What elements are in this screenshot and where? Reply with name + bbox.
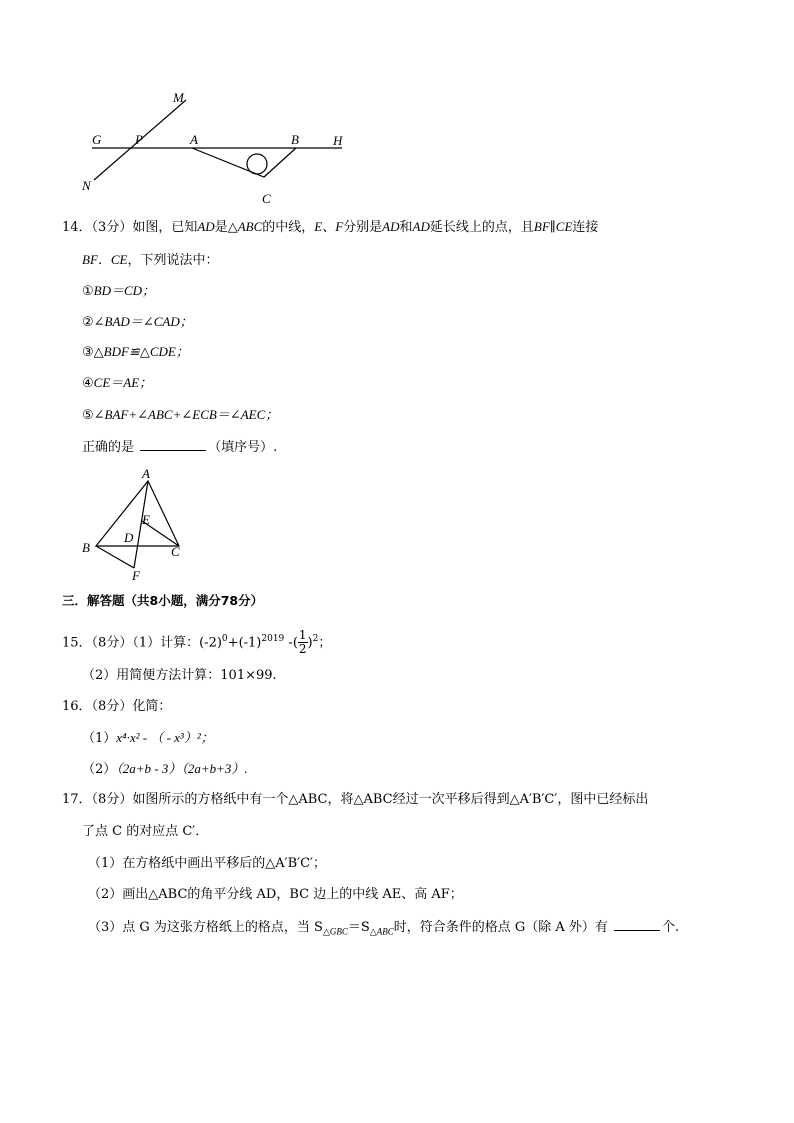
q17-part3-b: ＝S [347,920,370,935]
q17-part1: （1）在方格纸中画出平移后的△A′B′C′； [88,856,327,871]
q15-number: 15． [62,635,92,651]
label-N: N [82,178,91,193]
triangle-ABC [192,148,296,177]
q14-AD2: AD [382,219,400,234]
section-3-title: 三．解答题（共8小题，满分78分） [62,593,264,608]
label2-C: C [171,544,180,559]
label-A: A [190,132,198,147]
figure-triangle-median [78,464,190,584]
q14-text-f: 延长线上的点，且 [429,220,534,235]
q14-item-5-mark: ⑤ [82,408,94,423]
q16-line1 [62,698,171,716]
q14-line2 [82,251,219,270]
label2-E: E [142,512,150,527]
q14-answer-blank[interactable] [140,438,206,451]
q14-text-e: 和 [399,220,413,235]
q14-item-5 [82,406,278,425]
q14-text-g: 连接 [572,220,599,235]
label2-B: B [82,540,90,555]
q17-part3-c: 时，符合条件的格点 G（除 A 外）有 [393,920,608,935]
q14-EF: E、F [314,219,344,234]
label-H: H [333,133,343,148]
q14-answer-suffix: （填序号）. [208,440,278,455]
figure-lines-triangle [78,88,358,208]
label-P: P [135,132,143,147]
q15-score: （8分） [91,635,133,651]
q15-expr-a: (-2) [199,635,222,651]
q14-number: 14． [62,220,92,235]
line-BF [96,546,134,568]
q16-part1 [82,729,214,748]
q17-part3-sub2: △ABC [369,926,394,937]
q14-ABC: ABC [237,219,263,234]
label-C: C [262,191,271,206]
q17-part3-sub1: △GBC [322,926,348,937]
q14-text-c: 的中线， [262,220,315,235]
q14-score: （3分） [91,220,133,235]
q15-exp-b: 2019 [261,634,285,644]
q14-item-1-mark: ① [82,284,94,299]
q16-part1-expr: x⁴·x² - （ - x³）²； [116,730,214,745]
q14-item-1-text: BD＝CD； [93,283,156,298]
q16-part2-expr: （2a+b - 3）（2a+b+3）. [116,761,248,776]
q17-line2: 了点 C 的对应点 C′． [82,824,209,839]
q15-frac-num: 1 [298,628,307,643]
q16-part1-prefix: （1） [82,731,117,746]
q15-part1: （1）计算： [132,635,200,651]
q14-text-d: 分别是 [343,220,383,235]
q14-item-4 [82,374,152,393]
q16-score: （8分） [91,699,133,714]
q17-part3-a: （3）点 G 为这张方格纸上的格点，当 S [88,920,323,935]
q14-AD: AD [197,219,215,234]
q17-part3 [88,918,679,941]
q15-exp-a: 0 [221,634,228,644]
q14-item-2-text: ∠BAD＝∠CAD； [93,314,193,329]
q14-item-3 [82,343,189,362]
q16-number: 16． [62,699,92,714]
label-M: M [173,90,184,105]
label2-D: D [124,530,134,545]
q14-answer-line [82,438,277,457]
q14-BF-CE: BF∥CE [533,219,573,234]
q15-frac-den: 2 [298,642,307,657]
q14-item-5-text: ∠BAF+∠ABC+∠ECB＝∠AEC； [93,407,279,422]
q17-answer-blank[interactable] [614,918,660,931]
q14-line1 [62,218,598,237]
q14-line2-segs: BF．CE [82,252,128,267]
q15-part2: （2）用简便方法计算：101×99. [82,668,277,683]
q17-line1-text: 如图所示的方格纸中有一个△ABC，将△ABC经过一次平移后得到△A′B′C′，图中已经标出 [132,792,649,807]
q16-part2-prefix: （2） [82,762,117,777]
q16-title: 化简： [132,699,172,714]
label-B: B [291,132,299,147]
q14-text-h: ，下列说法中： [127,253,219,268]
q15-end1: ； [318,635,332,651]
q14-item-3-text: △BDF≌△CDE； [93,344,189,359]
circle-in-triangle [247,154,267,174]
label2-A: A [142,466,150,481]
q15-expr-b: (-1) [238,635,262,651]
q14-answer-prefix: 正确的是 [82,440,135,455]
q17-line1 [62,791,648,809]
triangle-ABC-2 [96,481,179,546]
q15-exp-c: 2 [312,634,319,644]
q15-fraction [298,629,308,656]
q17-part3-d: 个. [662,920,680,935]
q14-text-a: 如图，已知 [132,220,198,235]
q14-item-4-mark: ④ [82,376,94,391]
q17-part2: （2）画出△ABC的角平分线 AD，BC 边上的中线 AE、高 AF； [88,887,463,902]
q15-line1: 15．（8分）（1）计算：$(-2)^0+(-1)^{2019}$ -( $\frac{1}{2}$ )$^2$； [62,628,332,657]
q14-item-4-text: CE＝AE； [93,375,153,390]
q14-item-1 [82,282,155,301]
q14-text-b: 是△ [214,220,238,235]
q14-item-2 [82,313,193,332]
q15-minus: - [288,635,293,651]
q14-item-3-mark: ③ [82,345,94,360]
q17-score: （8分） [91,792,133,807]
q16-part2 [82,760,248,779]
label2-F: F [132,568,140,583]
q14-AD3: AD [412,219,430,234]
label-G: G [92,132,102,147]
q14-item-2-mark: ② [82,315,94,330]
q17-number: 17． [62,792,92,807]
q15-plus: + [227,635,239,651]
